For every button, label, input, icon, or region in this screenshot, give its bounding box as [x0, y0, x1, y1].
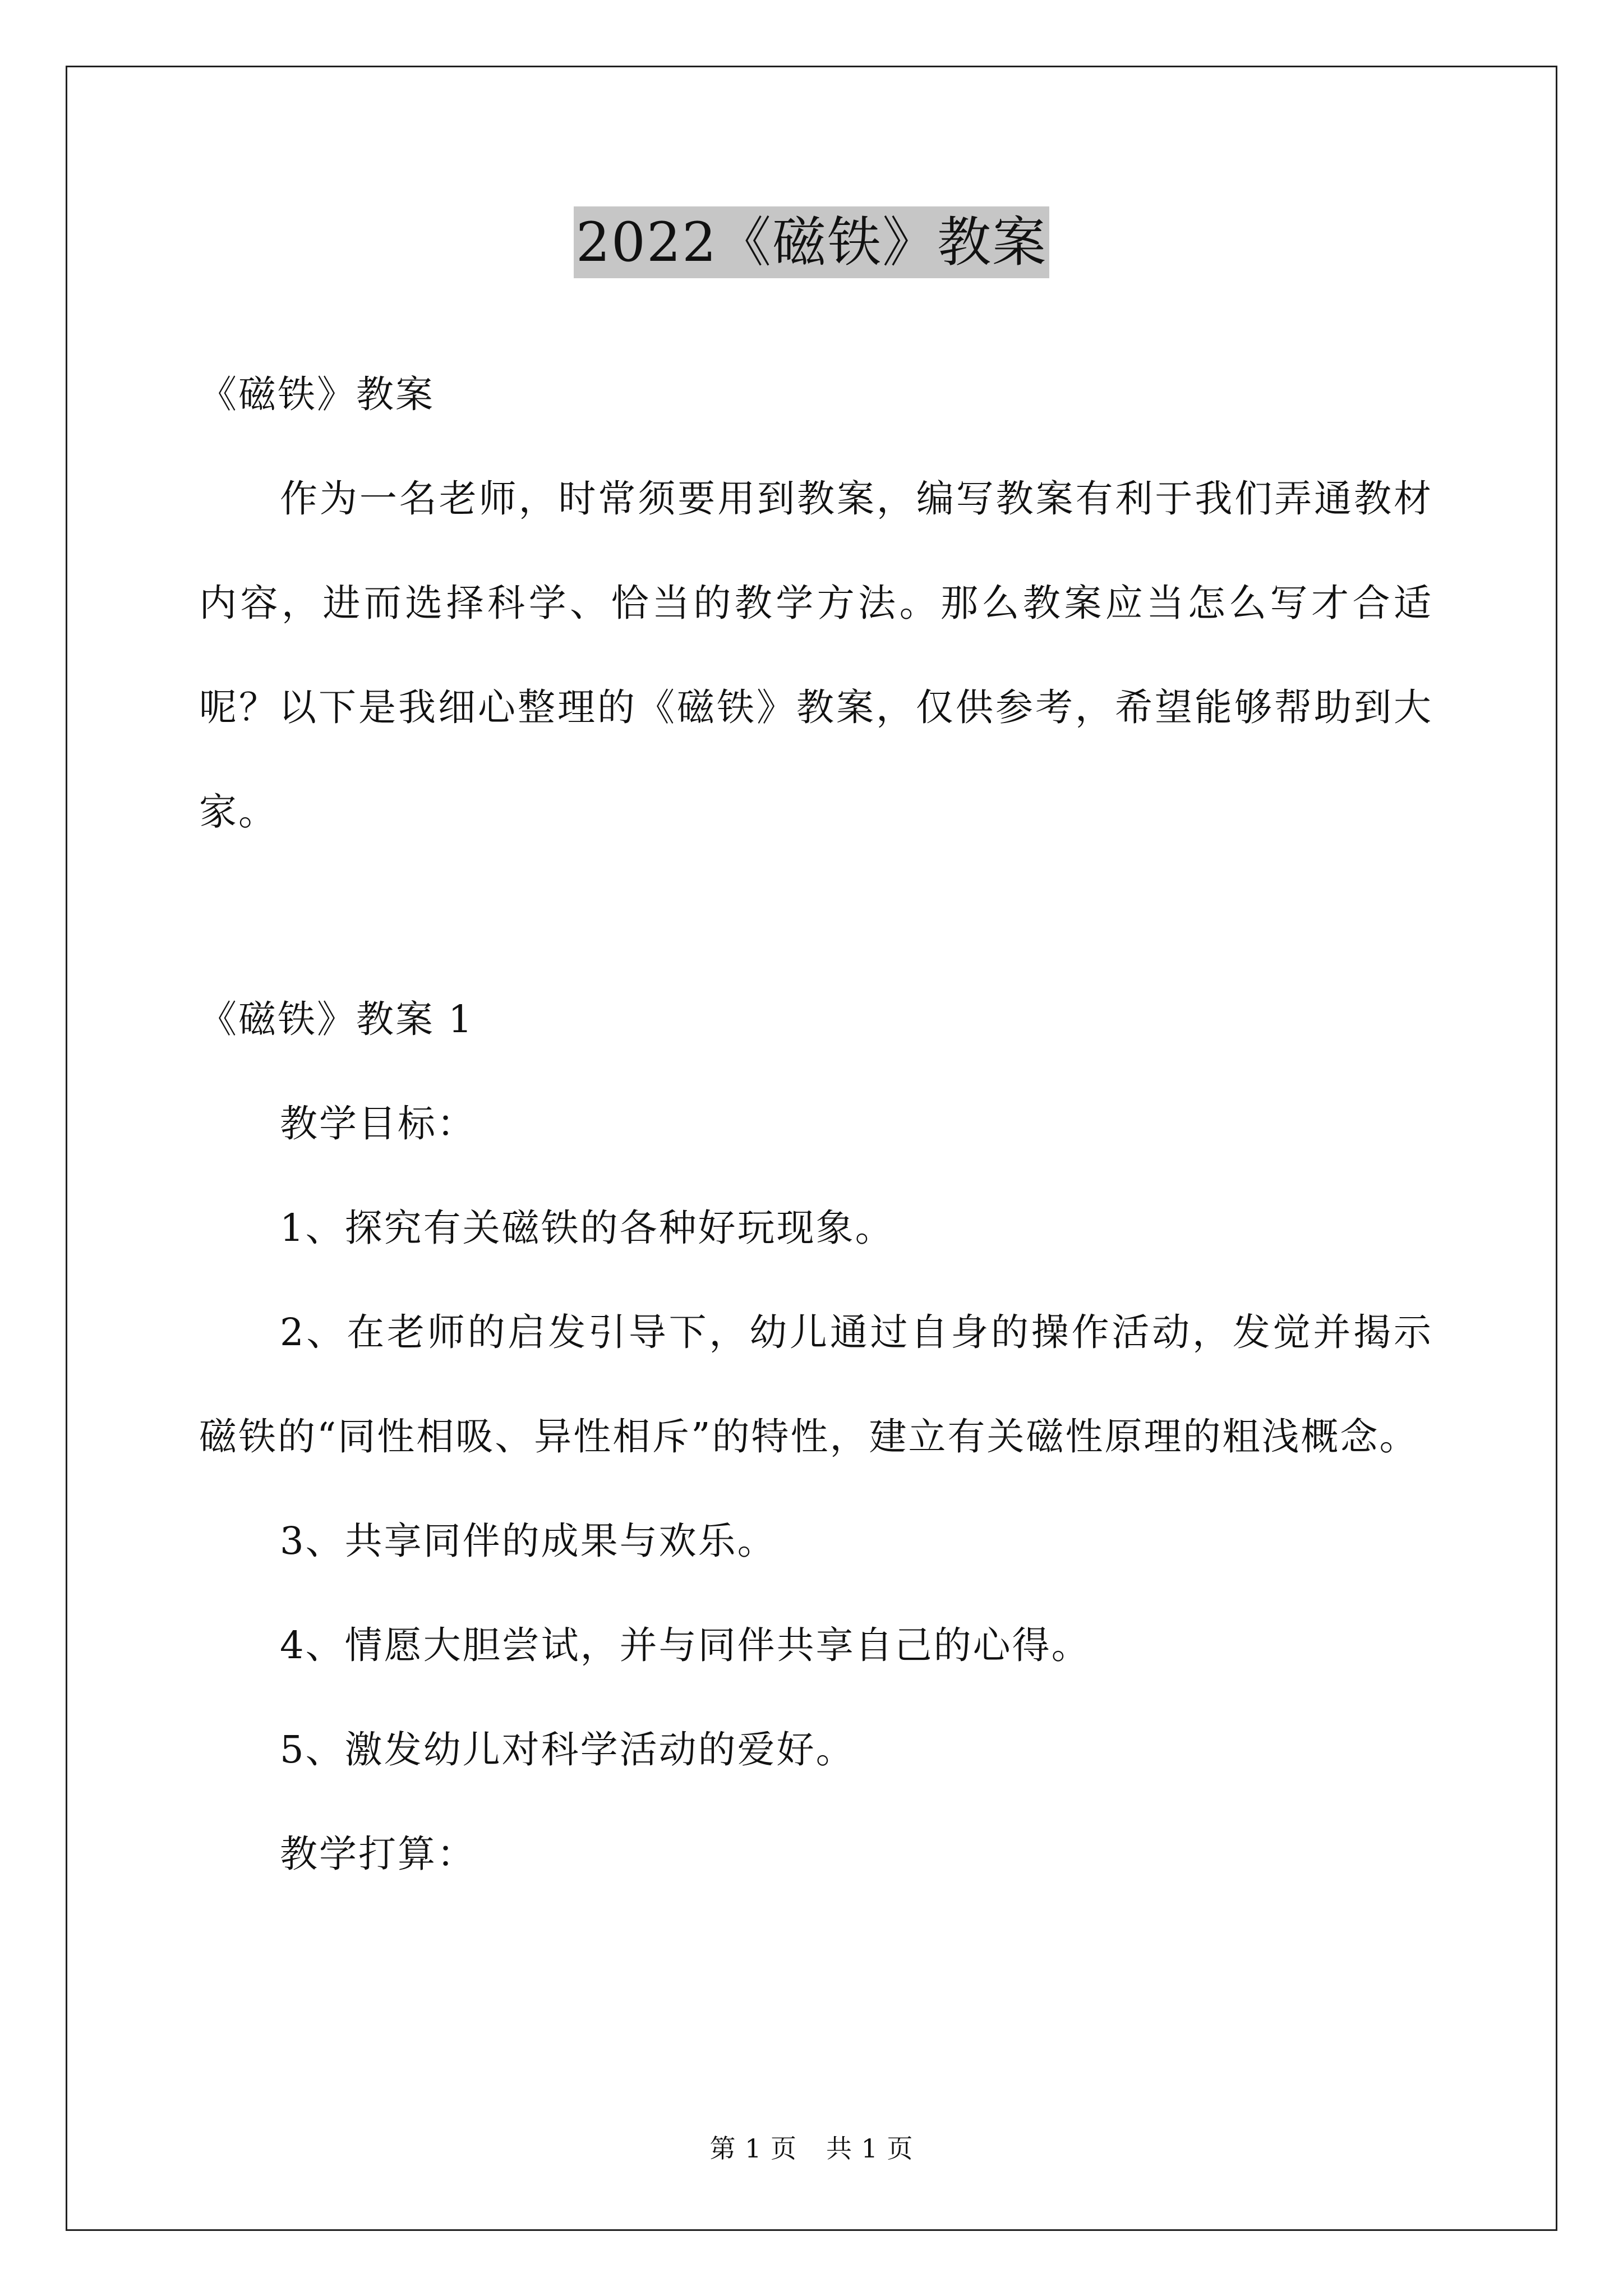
prep-heading: 教学打算： — [280, 1832, 476, 1876]
document-body — [199, 342, 1433, 1906]
goal-item: 3、共享同伴的成果与欢乐。 — [280, 1519, 777, 1563]
page-total: 共 1 页 — [826, 2133, 914, 2164]
title-container — [0, 206, 1623, 278]
subtitle: 《磁铁》教案 — [199, 372, 435, 416]
page-footer — [0, 2132, 1623, 2165]
section-gap — [199, 864, 1433, 967]
goal-item: 1、探究有关磁铁的各种好玩现象。 — [280, 1206, 895, 1250]
section-heading: 《磁铁》教案 1 — [199, 997, 474, 1041]
goal-item: 2、在老师的启发引导下，幼儿通过自身的操作活动，发觉并揭示磁铁的“同性相吸、异性相斥”的特性，建立有关磁性原理的粗浅概念。 — [199, 1310, 1433, 1458]
document-title: 2022《磁铁》教案 — [574, 206, 1049, 278]
goal-item: 4、情愿大胆尝试，并与同伴共享自己的心得。 — [280, 1623, 1091, 1667]
page-number: 第 1 页 — [709, 2133, 797, 2164]
intro-paragraph: 作为一名老师，时常须要用到教案，编写教案有利于我们弄通教材内容，进而选择科学、恰当的教学方法。那么教案应当怎么写才合适呢？以下是我细心整理的《磁铁》教案，仅供参考，希望能够帮助到大家。 — [199, 477, 1433, 834]
goal-item: 5、激发幼儿对科学活动的爱好。 — [280, 1728, 855, 1772]
goals-heading: 教学目标： — [280, 1102, 476, 1145]
